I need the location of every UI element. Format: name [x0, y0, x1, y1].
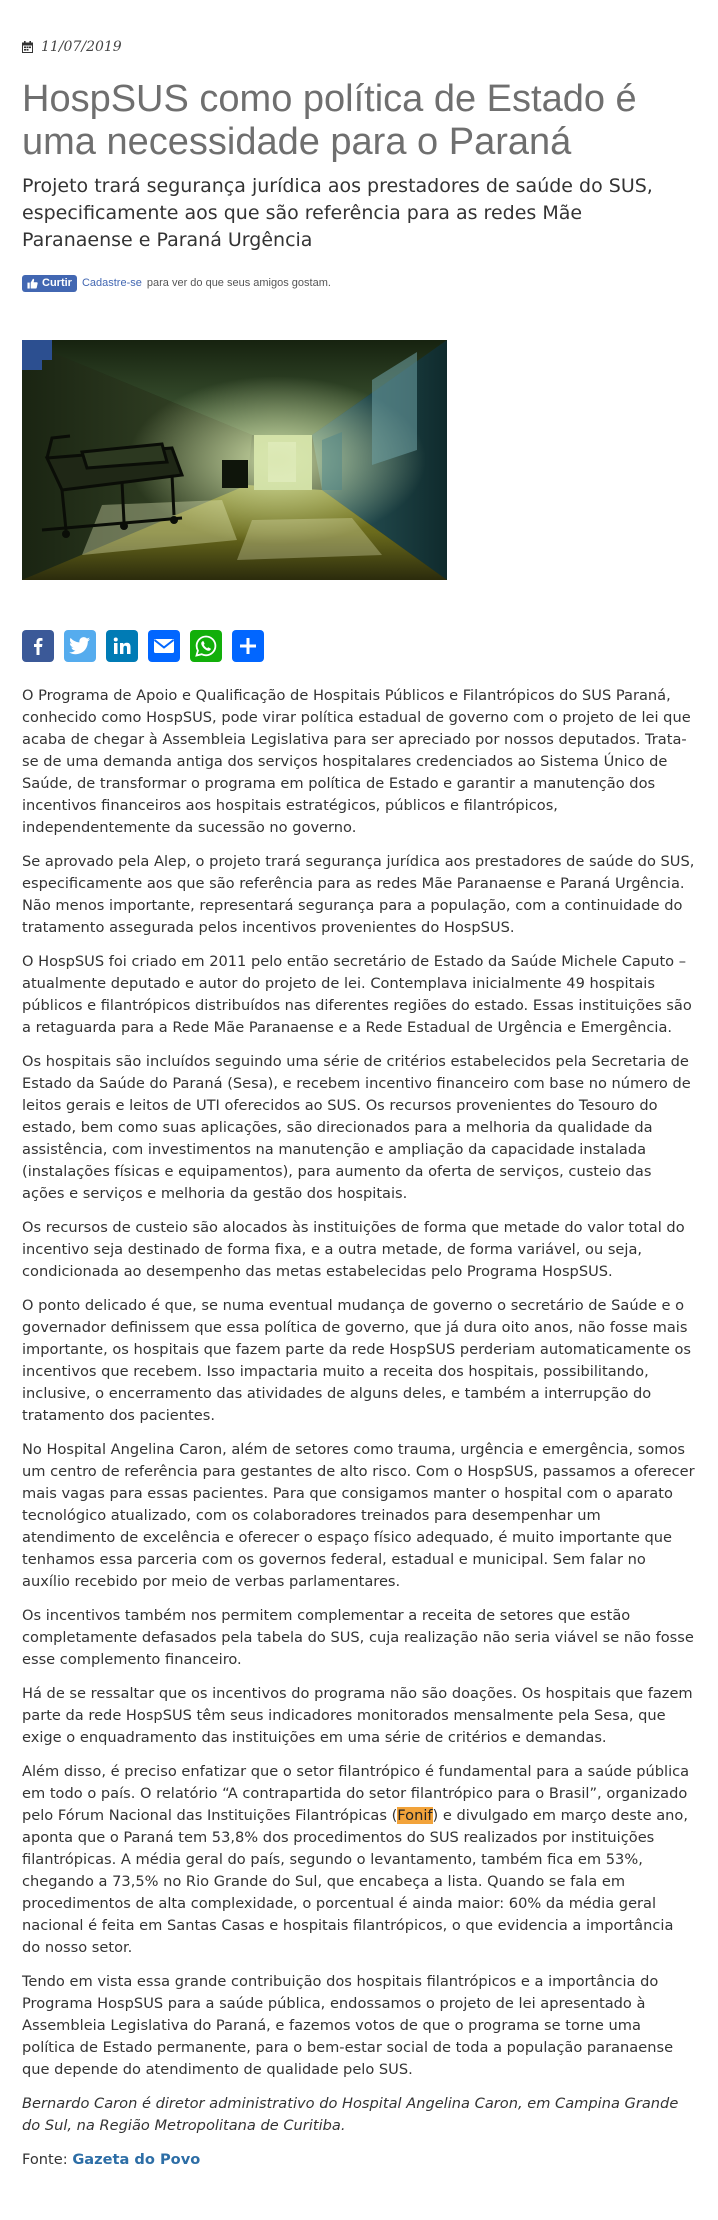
- calendar-icon: [22, 41, 33, 53]
- date-row: [22, 36, 696, 58]
- source-link[interactable]: Gazeta do Povo: [72, 2151, 201, 2168]
- twitter-icon[interactable]: [64, 630, 96, 662]
- article-paragraph: Há de se ressaltar que os incentivos do programa não são doações. Os hospitais que fazem parte da rede HospSUS têm seus indicadores monitorados mensalmente pela Sesa, que exige o enquadramento das instituições em uma série de critérios e demandas.: [22, 1685, 693, 1746]
- facebook-like-bar: [22, 274, 696, 292]
- source-line: [22, 2149, 696, 2171]
- article-paragraph: O HospSUS foi criado em 2011 pelo então secretário de Estado da Saúde Michele Caputo – atualmente deputado e autor do projeto de lei. Contemplava inicialmente 49 hospitais públicos e filantrópicos distribuídos nas diferentes regiões do estado. Essas instituições são a retaguarda para a Rede Mãe Paranaense e a Rede Estadual de Urgência e Emergência.: [22, 953, 692, 1036]
- linkedin-icon[interactable]: [106, 630, 138, 662]
- facebook-like-button[interactable]: [22, 275, 77, 292]
- hero-image-hospital-corridor: [22, 340, 447, 580]
- paragraph-text: ) e divulgado em março deste ano, aponta que o Paraná tem 53,8% dos procedimentos do SUS realizados por instituições filantrópicas. A média geral do país, segundo o levantamento, também fica em 53%, chegando a 73,5% no Rio Grande do Sul, que encabeça a lista. Quando se fala em procedimentos de alta complexidade, o porcentual é ainda maior: 60% da média geral nacional é feita em Santas Casas e hospitais filantrópicos, o que evidencia a importância do nosso setor.: [22, 1807, 689, 1956]
- article-paragraph: No Hospital Angelina Caron, além de setores como trauma, urgência e emergência, somos um centro de referência para gestantes de alto risco. Com o HospSUS, passamos a oferecer mais vagas para essas pacientes. Para que consigamos manter o hospital com o aparato tecnológico atualizado, com os colaboradores treinados para desempenhar um atendimento de excelência e oferecer o espaço físico adequado, é muito importante que tenhamos essa parceria com os governos federal, estadual e municipal. Sem falar no auxílio recebido por meio de verbas parlamentares.: [22, 1441, 695, 1590]
- page-title: HospSUS como política de Estado é uma necessidade para o Paraná: [22, 78, 637, 163]
- like-label: Curtir: [42, 277, 72, 289]
- share-buttons: [22, 630, 696, 662]
- whatsapp-icon[interactable]: [190, 630, 222, 662]
- highlighted-term: Fonif: [397, 1807, 433, 1824]
- author-byline: Bernardo Caron é diretor administrativo do Hospital Angelina Caron, em Campina Grande do Sul, na Região Metropolitana de Curitiba.: [22, 2095, 679, 2134]
- article-body: [22, 685, 696, 2171]
- facebook-signup-link[interactable]: Cadastre-se: [81, 277, 142, 289]
- source-label: Fonte:: [22, 2151, 68, 2168]
- paragraph-text: Além disso, é preciso enfatizar que o setor filantrópico é fundamental para a saúde pública em todo o país. O relatório “A contrapartida do setor filantrópico para o Brasil”, organizado pelo Fórum Nacional das Instituições Filantrópicas (: [22, 1763, 690, 1824]
- page-subtitle: Projeto trará segurança jurídica aos prestadores de saúde do SUS, especificamente aos que são referência para as redes Mãe Paranaense e Paraná Urgência: [22, 175, 653, 251]
- article-paragraph-with-highlight: [22, 1761, 696, 1959]
- article-paragraph: O ponto delicado é que, se numa eventual mudança de governo o secretário de Saúde e o governador definissem que essa política de governo, que já dura oito anos, não fosse mais importante, os hospitais que fazem parte da rede HospSUS perderiam automaticamente os incentivos que recebem. Isso impactaria muito a receita dos hospitais, possibilitando, inclusive, o encerramento das atividades de alguns deles, e também a interrupção do tratamento dos pacientes.: [22, 1297, 691, 1424]
- share-plus-icon[interactable]: [232, 630, 264, 662]
- thumbs-up-icon: [27, 278, 38, 289]
- article-paragraph: Tendo em vista essa grande contribuição dos hospitais filantrópicos e a importância do Programa HospSUS para a saúde pública, endossamos o projeto de lei apresentado à Assembleia Legislativa do Paraná, e fazemos votos de que o programa se torne uma política de Estado permanente, para o bem-estar social de toda a população paranaense que depende do atendimento de qualidade pelo SUS.: [22, 1973, 674, 2078]
- facebook-signup-text: para ver do que seus amigos gostam.: [146, 277, 331, 289]
- publish-date: 11/07/2019: [41, 39, 122, 55]
- article-paragraph: Os recursos de custeio são alocados às instituições de forma que metade do valor total do incentivo seja destinado de forma fixa, e a outra metade, de forma variável, ou seja, condicionada ao desempenho das metas estabelecidas pelo Programa HospSUS.: [22, 1219, 685, 1280]
- facebook-icon[interactable]: [22, 630, 54, 662]
- article-paragraph: Os incentivos também nos permitem complementar a receita de setores que estão completamente defasados pela tabela do SUS, cuja realização não seria viável se não fosse esse complemento financeiro.: [22, 1607, 694, 1668]
- article-paragraph: Se aprovado pela Alep, o projeto trará segurança jurídica aos prestadores de saúde do SUS, especificamente aos que são referência para as redes Mãe Paranaense e Paraná Urgência. Não menos importante, representará segurança para a população, com a continuidade do tratamento assegurada pelos incentivos provenientes do HospSUS.: [22, 853, 695, 936]
- article-paragraph: Os hospitais são incluídos seguindo uma série de critérios estabelecidos pela Secretaria de Estado da Saúde do Paraná (Sesa), e recebem incentivo financeiro com base no número de leitos gerais e leitos de UTI oferecidos ao SUS. Os recursos provenientes do Tesouro do estado, bem como suas aplicações, são direcionados para a melhoria da qualidade da assistência, com investimentos na manutenção e ampliação da capacidade instalada (instalações físicas e equipamentos), para aumento da oferta de serviços, custeio das ações e serviços e melhoria da gestão dos hospitais.: [22, 1053, 691, 1202]
- article-paragraph: O Programa de Apoio e Qualificação de Hospitais Públicos e Filantrópicos do SUS Paraná, conhecido como HospSUS, pode virar política estadual de governo com o projeto de lei que acaba de chegar à Assembleia Legislativa para ser apreciado por nossos deputados. Trata-se de uma demanda antiga dos serviços hospitalares credenciados ao Sistema Único de Saúde, de transformar o programa em política de Estado e garantir a manutenção dos incentivos financeiros aos hospitais estratégicos, públicos e filantrópicos, independentemente da sucessão no governo.: [22, 687, 691, 836]
- email-icon[interactable]: [148, 630, 180, 662]
